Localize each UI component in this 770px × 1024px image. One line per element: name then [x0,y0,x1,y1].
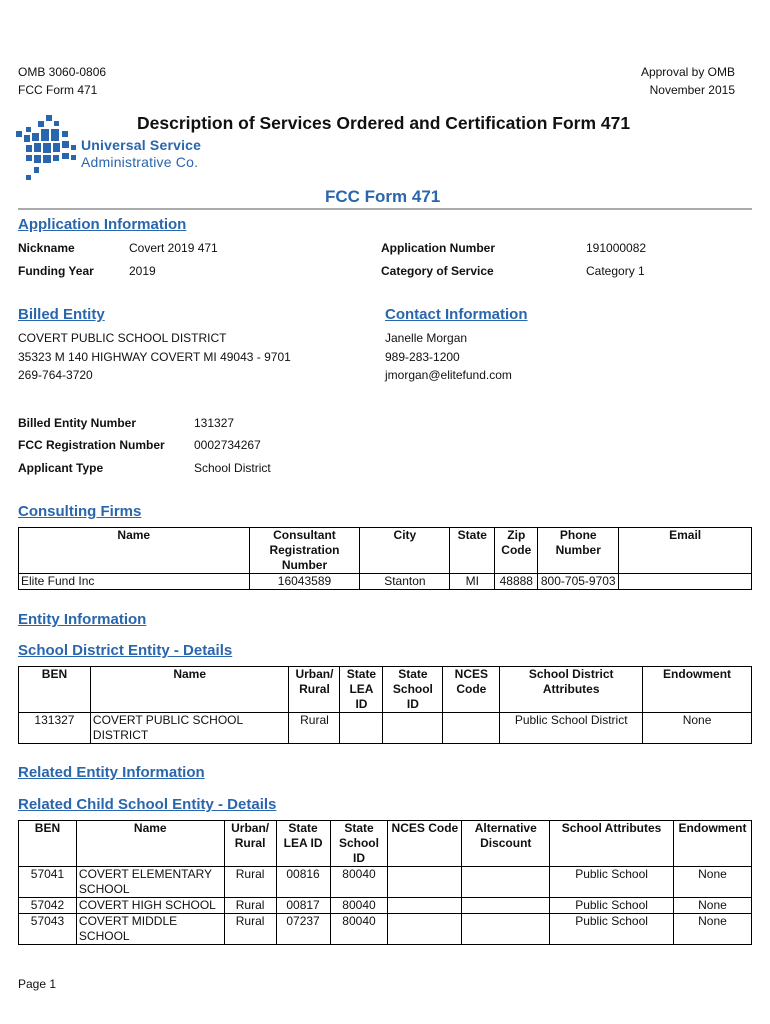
table-cell: Rural [224,867,276,898]
category-of-service-label: Category of Service [381,264,494,278]
column-header: Urban/ Rural [224,821,276,867]
table-cell [388,867,462,898]
table-cell: Rural [224,898,276,914]
table-cell: 07237 [276,914,330,945]
header-right [641,63,735,99]
form-title: FCC Form 471 [325,187,441,206]
approval-date: November 2015 [649,83,735,97]
table-cell: 57042 [19,898,77,914]
column-header: Urban/ Rural [289,667,340,713]
column-header: School District Attributes [500,667,643,713]
table-cell: None [673,867,751,898]
header-rule [18,208,752,210]
usac-logo-icon [16,115,78,185]
table-cell: COVERT ELEMENTARY SCHOOL [76,867,224,898]
table-cell [388,898,462,914]
related-entity-information-heading: Related Entity Information [18,764,205,781]
column-header: BEN [19,821,77,867]
category-of-service-value: Category 1 [586,264,645,278]
contact-email: jmorgan@elitefund.com [385,368,512,382]
column-header: NCES Code [443,667,500,713]
page-number: Page 1 [18,977,57,991]
applicant-type-value: School District [194,461,271,475]
column-header: State School ID [383,667,443,713]
table-cell: 57043 [19,914,77,945]
table-header-row [19,667,752,713]
table-row [19,574,752,590]
table-cell: COVERT MIDDLE SCHOOL [76,914,224,945]
table-cell: COVERT PUBLIC SCHOOL DISTRICT [90,713,289,744]
column-header: Alternative Discount [462,821,550,867]
header-left [18,63,106,99]
table-cell: 00816 [276,867,330,898]
table-cell: 80040 [330,898,388,914]
table-cell: Public School [550,898,674,914]
table-cell [462,867,550,898]
column-header: Name [76,821,224,867]
table-cell: COVERT HIGH SCHOOL [76,898,224,914]
table-cell: 00817 [276,898,330,914]
table-row [19,898,752,914]
entity-information-heading: Entity Information [18,611,147,628]
school-district-table [18,666,752,744]
form-number: FCC Form 471 [18,83,98,97]
table-cell: MI [450,574,495,590]
column-header: State [450,528,495,574]
billed-entity-phone: 269-764-3720 [18,368,93,382]
table-cell: 80040 [330,914,388,945]
table-cell: Rural [289,713,340,744]
contact-phone: 989-283-1200 [385,349,460,364]
consulting-firms-heading: Consulting Firms [18,503,142,520]
table-cell: Public School District [500,713,643,744]
column-header: Endowment [643,667,752,713]
column-header: City [360,528,450,574]
table-cell: Rural [224,914,276,945]
column-header: School Attributes [550,821,674,867]
funding-year-label: Funding Year [18,264,94,278]
table-header-row [19,528,752,574]
table-cell [619,574,752,590]
column-header: State LEA ID [276,821,330,867]
table-cell: None [643,713,752,744]
fcc-registration-number-label: FCC Registration Number [18,438,165,452]
table-cell [443,713,500,744]
table-cell: 800-705-9703 [538,574,619,590]
table-cell: 57041 [19,867,77,898]
table-cell: None [673,898,751,914]
column-header: NCES Code [388,821,462,867]
consulting-firms-table [18,527,752,590]
billed-entity-block [18,329,291,385]
column-header: State School ID [330,821,388,867]
table-cell: Elite Fund Inc [19,574,250,590]
nickname-label: Nickname [18,241,75,255]
table-cell: 48888 [495,574,538,590]
column-header: BEN [19,667,91,713]
table-row [19,867,752,898]
billed-entity-name: COVERT PUBLIC SCHOOL DISTRICT [18,331,227,345]
table-cell [340,713,383,744]
approval-label: Approval by OMB [640,65,735,79]
column-header: Endowment [673,821,751,867]
table-cell [383,713,443,744]
fcc-registration-number-value: 0002734267 [194,438,261,452]
usac-logo [16,115,216,185]
contact-information-heading: Contact Information [385,306,528,323]
billed-entity-number-value: 131327 [194,416,235,430]
table-header-row [19,821,752,867]
column-header: Name [90,667,289,713]
school-district-details-heading: School District Entity - Details [18,642,233,659]
logo-line1: Universal Service [81,137,202,153]
billed-entity-heading: Billed Entity [18,306,105,323]
application-number-value: 191000082 [586,241,647,255]
table-cell: 80040 [330,867,388,898]
logo-line2: Administrative Co. [81,154,199,170]
table-cell [388,914,462,945]
related-child-school-table [18,820,752,945]
page-title: Description of Services Ordered and Certification Form 471 [137,113,631,133]
funding-year-value: 2019 [129,264,156,278]
column-header: State LEA ID [340,667,383,713]
billed-entity-address: 35323 M 140 HIGHWAY COVERT MI 49043 - 9701 [18,349,291,364]
applicant-type-label: Applicant Type [18,461,104,475]
table-cell: Public School [550,867,674,898]
billed-entity-number-label: Billed Entity Number [18,416,137,430]
column-header: Name [19,528,250,574]
table-cell: 16043589 [249,574,360,590]
related-child-school-details-heading: Related Child School Entity - Details [18,796,277,813]
omb-number: OMB 3060-0806 [18,65,107,79]
application-information-heading: Application Information [18,216,187,233]
nickname-value: Covert 2019 471 [129,241,218,255]
column-header: Phone Number [538,528,619,574]
table-row [19,914,752,945]
table-cell: Public School [550,914,674,945]
table-cell [462,898,550,914]
contact-block [385,329,512,385]
column-header: Email [619,528,752,574]
application-number-label: Application Number [381,241,496,255]
table-cell: None [673,914,751,945]
contact-name: Janelle Morgan [385,331,468,345]
table-row [19,713,752,744]
table-cell [462,914,550,945]
column-header: Zip Code [495,528,538,574]
table-cell: 131327 [19,713,91,744]
column-header: Consultant Registration Number [249,528,360,574]
table-cell: Stanton [360,574,450,590]
